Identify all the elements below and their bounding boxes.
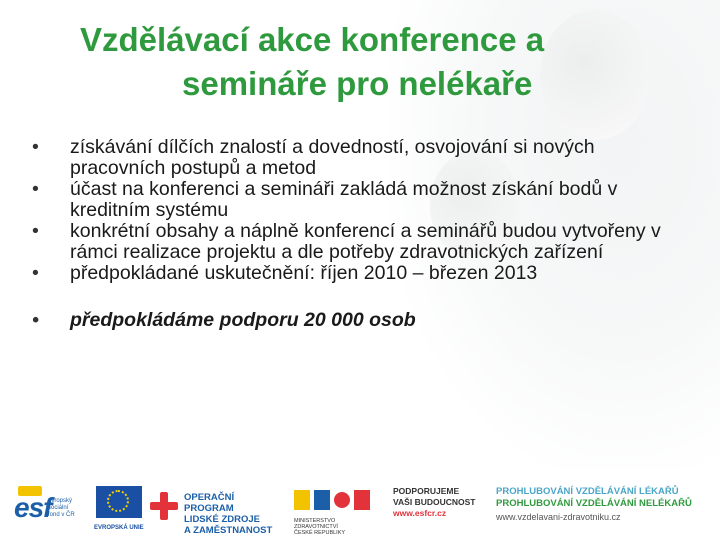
esf-logo (14, 486, 84, 534)
bullet-item: • účast na konferenci a semináři zakládá možnost získání bodů v kreditním systému (30, 179, 690, 221)
op-lzz-text (184, 492, 285, 536)
op-line: A ZAMĚSTNANOST (184, 525, 273, 536)
esf-small-text: sociální (48, 505, 69, 511)
esf-logo-text: esf (14, 492, 52, 523)
op-lzz-logo (150, 486, 285, 536)
support-logo (393, 486, 483, 536)
ministry-line: MINISTERSTVO ZDRAVOTNICTVÍ (294, 518, 338, 530)
eu-stars-icon (107, 490, 129, 512)
ministry-line: ČESKÉ REPUBLIKY (294, 530, 346, 536)
ministry-logo (294, 486, 379, 536)
ministry-shape-icon (334, 490, 350, 510)
support-line: VAŠI BUDOUCNOST (393, 497, 476, 507)
bullet-list (30, 137, 690, 331)
op-line: OPERAČNÍ PROGRAM (184, 492, 235, 514)
support-url: www.esfcr.cz (393, 508, 447, 518)
eu-flag-icon (96, 486, 142, 518)
project-line-doctors: PROHLUBOVÁNÍ VZDĚLÁVÁNÍ LÉKAŘŮ (496, 486, 679, 497)
title-line-1: Vzdělávací akce konference a (80, 21, 545, 58)
ministry-shape-icon (354, 490, 370, 510)
ministry-text (294, 518, 379, 536)
project-url: www.vzdelavani-zdravotniku.cz (496, 512, 621, 522)
ministry-shape-icon (314, 490, 330, 510)
bullet-item: • předpokládané uskutečnění: říjen 2010 – březen 2013 (30, 263, 690, 284)
esf-small-text: evropský (48, 498, 73, 504)
op-line: LIDSKÉ ZDROJE (184, 514, 261, 525)
footer-logos (0, 480, 720, 540)
bullet-item-emphasis: • předpokládáme podporu 20 000 osob (30, 310, 690, 331)
project-logo (496, 486, 711, 536)
bullet-item: • konkrétní obsahy a náplně konferencí a seminářů budou vytvořeny v rámci realizace projektu a dle potřeby zdravotnických zařízení (30, 221, 690, 263)
ministry-shape-icon (294, 490, 310, 510)
project-line-nondoctors: PROHLUBOVÁNÍ VZDĚLÁVÁNÍ NELÉKAŘŮ (496, 498, 692, 509)
title-line-2: semináře pro nelékaře (182, 65, 533, 102)
esf-small-text: fond v ČR (48, 512, 75, 518)
eu-caption: EVROPSKÁ UNIE (94, 525, 144, 531)
op-cross-icon (150, 492, 178, 520)
support-line: PODPORUJEME (393, 486, 460, 496)
slide-title (0, 18, 720, 106)
bullet-item: • získávání dílčích znalostí a dovedností, osvojování si nových pracovních postupů a metod (30, 137, 690, 179)
